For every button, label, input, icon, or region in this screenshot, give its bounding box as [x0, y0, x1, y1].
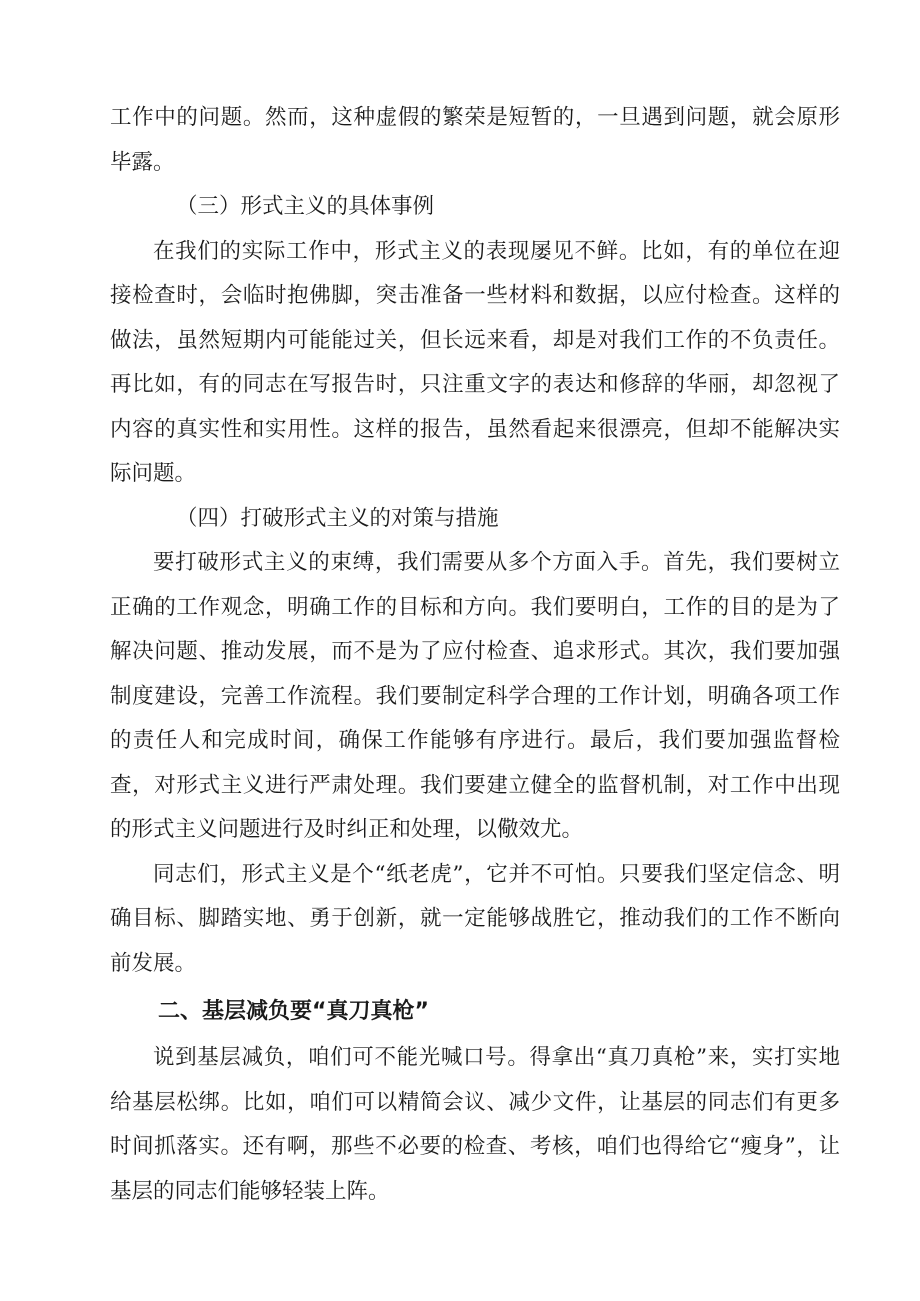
subheading-four: （四）打破形式主义的对策与措施	[176, 505, 499, 531]
subheading-three: （三）形式主义的具体事例	[176, 194, 435, 219]
paragraph-continuation: 工作中的问题。然而，这种虚假的繁荣是短暂的，一旦遇到问题，就会原形毕露。	[110, 105, 840, 175]
paragraph-burden-reduction: 说到基层减负，咱们可不能光喊口号。得拿出“真刀真枪”来，实打实地给基层松绑。比如，咱们可以精简会议、减少文件，让基层的同志们有更多时间抓落实。还有啊，那些不必要的检查、考核，咱们也得给它“瘦身”，让基层的同志们能够轻装上阵。	[110, 1045, 840, 1204]
section-heading-two: 二、基层减负要“真刀真枪”	[158, 999, 429, 1024]
paragraph-examples: 在我们的实际工作中，形式主义的表现屡见不鲜。比如，有的单位在迎接检查时，会临时抱佛脚，突击准备一些材料和数据，以应付检查。这样的做法，虽然短期内可能能过关，但长远来看，却是对我们工作的不负责任。再比如，有的同志在写报告时，只注重文字的表达和修辞的华丽，却忽视了内容的真实性和实用性。这样的报告，虽然看起来很漂亮，但却不能解决实际问题。	[110, 238, 840, 486]
document-page	[110, 96, 840, 1214]
paragraph-measures: 要打破形式主义的束缚，我们需要从多个方面入手。首先，我们要树立正确的工作观念，明确工作的目标和方向。我们要明白，工作的目的是为了解决问题、推动发展，而不是为了应付检查、追求形式。其次，我们要加强制度建设，完善工作流程。我们要制定科学合理的工作计划，明确各项工作的责任人和完成时间，确保工作能够有序进行。最后，我们要加强监督检查，对形式主义进行严肃处理。我们要建立健全的监督机制，对工作中出现的形式主义问题进行及时纠正和处理，以儆效尤。	[110, 550, 840, 842]
paragraph-conclusion: 同志们，形式主义是个“纸老虎”，它并不可怕。只要我们坚定信念、明确目标、脚踏实地、勇于创新，就一定能够战胜它，推动我们的工作不断向前发展。	[110, 861, 840, 976]
